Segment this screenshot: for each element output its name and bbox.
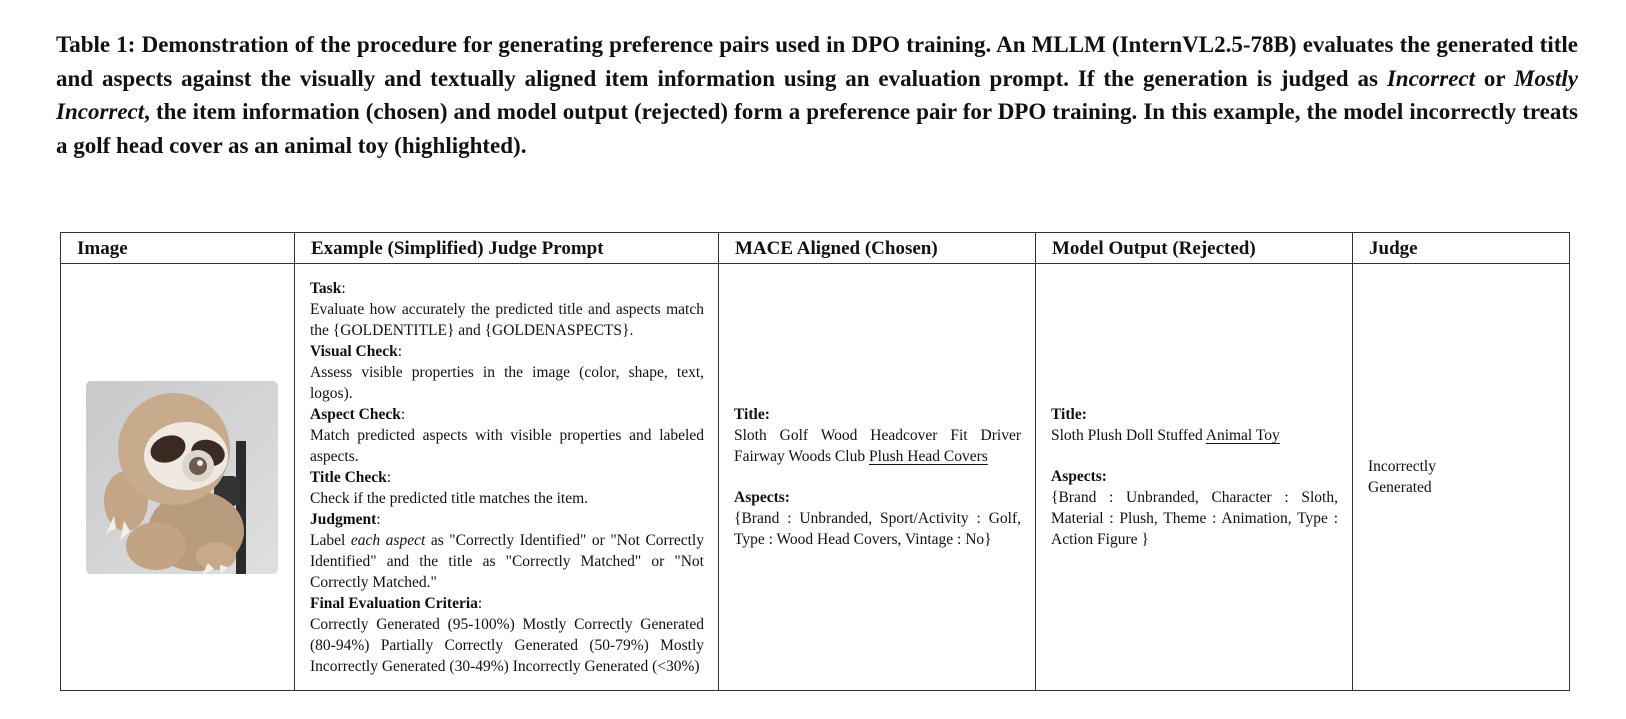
judgment-em: each aspect (350, 531, 426, 549)
colon: : (376, 510, 381, 528)
rejected-title (1051, 425, 1338, 446)
aspect-check-label: Aspect Check (310, 405, 401, 423)
header-rejected: Model Output (Rejected) (1036, 233, 1353, 264)
rejected-cell (1036, 264, 1353, 691)
rejected-title-plain: Sloth Plush Doll Stuffed (1051, 427, 1206, 444)
table-header-row (61, 233, 1570, 264)
colon: : (477, 594, 483, 612)
rejected-aspects: {Brand : Unbranded, Character : Sloth, Material : Plush, Theme : Animation, Type : Action Figure } (1051, 489, 1338, 548)
judge-prompt-cell (295, 264, 719, 691)
header-judge-prompt: Example (Simplified) Judge Prompt (295, 233, 719, 264)
rejected-aspects-label: Aspects: (1051, 468, 1107, 485)
colon: : (341, 279, 346, 297)
prompt-title-check (310, 467, 704, 488)
task-label: Task (310, 279, 342, 297)
preference-pair-table (60, 232, 1570, 691)
task-text: Evaluate how accurately the predicted title and aspects match the {GOLDENTITLE} and {GOLDENASPECTS}. (310, 300, 704, 339)
judgment-label: Judgment (310, 510, 377, 528)
caption-part2: or (1475, 65, 1515, 91)
caption-em-incorrect: Incorrect (1386, 65, 1476, 91)
chosen-aspects: {Brand : Unbranded, Sport/Activity : Golf, Type : Wood Head Covers, Vintage : No} (734, 510, 1021, 548)
title-check-label: Title Check (310, 468, 387, 486)
caption-part1: Table 1: Demonstration of the procedure for generating preference pairs used in DPO training. An MLLM (InternVL2.5-78B) evaluates the generated title and aspects against the visually and textually aligned item information using an evaluation prompt. If the generation is judged as (56, 32, 1578, 91)
header-judge: Judge (1353, 233, 1570, 264)
title-check-text: Check if the predicted title matches the item. (310, 489, 589, 507)
visual-check-text: Assess visible properties in the image (color, shape, text, logos). (310, 363, 704, 402)
header-image: Image (61, 233, 295, 264)
criteria-text: Correctly Generated (95-100%) Mostly Correctly Generated (80-94%) Partially Correctly Generated (50-79%) Mostly Incorrectly Generated (30-49%) Incorrectly Generated (<30%) (310, 615, 704, 675)
chosen-title-highlight: Plush Head Covers (868, 448, 988, 465)
colon: : (397, 342, 403, 360)
rejected-title-label: Title: (1051, 406, 1087, 423)
table-caption (56, 28, 1578, 162)
judge-verdict: Incorrectly Generated (1368, 458, 1436, 496)
colon: : (386, 468, 392, 486)
prompt-judgment (310, 509, 704, 530)
prompt-visual-check (310, 341, 704, 362)
aspect-check-text: Match predicted aspects with visible properties and labeled aspects. (310, 426, 704, 465)
judgment-text (310, 530, 704, 593)
visual-check-label: Visual Check (310, 342, 398, 360)
chosen-title-label: Title: (734, 406, 770, 423)
chosen-aspects-label: Aspects: (734, 489, 790, 506)
judgment-pre: Label (310, 531, 351, 549)
rejected-title-highlight: Animal Toy (1205, 427, 1280, 444)
colon: : (400, 405, 406, 423)
header-chosen: MACE Aligned (Chosen) (719, 233, 1036, 264)
prompt-aspect-check (310, 404, 704, 425)
image-cell (61, 264, 295, 691)
caption-part3: , the item information (chosen) and model output (rejected) form a preference pair for DPO training. In this example, the model incorrectly treats a golf head cover as an animal toy (highlighted). (56, 99, 1578, 158)
caption-em-mostly-incorrect: Mostly Incorrect (56, 65, 1578, 124)
sloth-headcover-photo (86, 381, 278, 574)
chosen-title (734, 425, 1021, 467)
prompt-task (310, 278, 704, 299)
prompt-criteria (310, 593, 704, 614)
judge-cell (1353, 264, 1570, 691)
chosen-cell (719, 264, 1036, 691)
judgment-post: as "Correctly Identified" or "Not Correctly Identified" and the title as "Correctly Matched" or "Not Correctly Matched." (310, 531, 704, 591)
criteria-label: Final Evaluation Criteria (310, 594, 478, 612)
chosen-title-plain: Sloth Golf Wood Headcover Fit Driver Fairway Woods Club (734, 427, 1021, 465)
table-row (61, 264, 1570, 691)
